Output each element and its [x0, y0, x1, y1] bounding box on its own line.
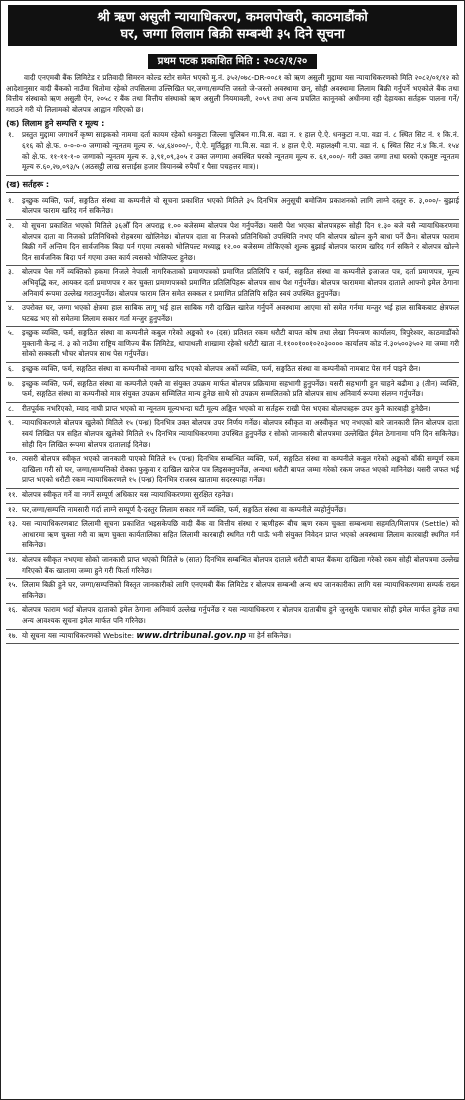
condition-item: [6, 220, 459, 266]
condition-text-body: लिलाम बिक्री हुने घर, जग्गा/सम्पत्तिको विस्तृत जानकारीको लागि एनएमबी बैंक लिमिटेड र बोलपत्र सम्बन्धी अन्य थप जानकारीका लागि यस न्यायाधिकरणमा सम्पर्क राख्न सकिनेछ।: [22, 580, 459, 600]
condition-text: [22, 196, 459, 217]
condition-text-body: यस न्यायाधिकरणबाट लिलामी सूचना प्रकाशित भइसकेपछि वादी बैंक वा वित्तीय संस्था र ऋणीहरू बीच ऋण रकम चुक्ता सम्बन्धमा सहमति/मिलापत्र (Settle) को आधारमा ऋण चुक्ता गरी वा ऋण चुक्ता कार्यतालिका सहित लिलामी कारबाही स्थगित गरी पाऊँ भनी संयुक्त निवेदन प्राप्त भएको अवस्थामा लिलाम कारबाही स्थगित गर्न सकिनेछ।: [22, 519, 459, 550]
condition-number: १०.: [8, 454, 18, 464]
condition-text: [22, 303, 459, 324]
condition-number: ८.: [8, 403, 15, 413]
condition-text: [22, 631, 459, 642]
website-link[interactable]: www.drtribunal.gov.np: [136, 630, 247, 641]
condition-number: ४.: [8, 303, 15, 313]
condition-text-body: इच्छुक व्यक्ति, फर्म, सङ्गठित संस्था वा कम्पनीको नाममा खरिद भएको बोलपत्र अर्को व्यक्ति, फर्म, सङ्गठित संस्था वा कम्पनीको नामबाट पेस गर्न पाइने छैन।: [22, 364, 421, 374]
condition-text-body: इच्छुक व्यक्ति, फर्म, सङ्गठित संस्था वा कम्पनीले एक्लै वा संयुक्त उपक्रम मार्फत बोलपत्र प्रक्रियामा सहभागी हुनुपर्नेछ। यसरी सहभागी हुन चाहने बढीमा ३ (तीन) व्यक्ति, फर्म, सङ्गठित संस्था वा कम्पनीको मात्र संयुक्त उपक्रम सम्मिलित मान्य हुनेछ साथै सो उपक्रम सम्मलितको प्रति बोलपत्र साथ अनिवार्य रूपमा संलग्न गर्नुपर्नेछ।: [22, 378, 459, 399]
condition-item: [6, 403, 459, 418]
condition-text-body: यो सूचना प्रकाशित भएको मितिले ३६औँ दिन अपराह्न १.०० बजेसम्म बोलपत्र पेश गर्नुपर्नेछ। यसरी पेश भएका बोलपत्रहरू सोही दिन १.३० बजे यसै न्यायाधिकरणमा बोलपत्र दाता वा निजको प्रतिनिधिको रोहबरमा खोलिनेछ। बोलपत्र दाता वा निजको प्रतिनिधिको उपस्थिति नभए पनि बोलपत्र खोल्न कुनै बाधा पर्ने छैन। बोलपत्र फाराम बिक्री गर्ने अन्तिम दिन सार्वजनिक बिदा पर्न गएमा त्यसको भोलिपल्ट मध्याह्न १२.०० बजेसम्म तोकिएको शुल्क बुझाई बोलपत्र फाराम खरिद गर्न सकिने र बोलपत्र खोल्ने दिन सार्वजनिक बिदा पर्न गएमा उक्त कार्य त्यसको भोलिपल्ट हुनेछ।: [22, 220, 459, 262]
condition-text: [22, 328, 459, 360]
condition-item: [6, 453, 459, 489]
condition-text: [22, 404, 459, 415]
condition-number: १२.: [8, 504, 18, 514]
condition-number: १.: [8, 195, 15, 205]
condition-item: [6, 554, 459, 579]
condition-item: [6, 604, 459, 629]
section-ka-title: (क) लिलाम हुने सम्पत्ति र मूल्य :: [6, 119, 105, 129]
notice-title-line2: घर, जग्गा लिलाम बिक्री सम्बन्धी ३५ दिने सूचना: [120, 27, 345, 42]
condition-number: १५.: [8, 580, 18, 590]
property-item-number: १.: [8, 130, 15, 140]
condition-item: [6, 378, 459, 403]
condition-number: १३.: [8, 519, 18, 529]
condition-number: १६.: [8, 605, 18, 615]
condition-number: १४.: [8, 554, 18, 564]
condition-text: [22, 379, 459, 400]
condition-number: ११.: [8, 490, 18, 499]
condition-item: [6, 266, 459, 302]
notice-intro-paragraph: वादी एनएमबी बैंक लिमिटेड र प्रतिवादी सिमरन कोल्ड स्टोर समेत भएको मु.नं. ३५२/०७८-DR-००८१ को ऋण असुली मुद्दामा यस न्यायाधिकरणको मिति २०८२/०१/१२ को आदेशानुसार वादी बैंकको नाउँमा धितोमा रहेको तपसिलमा उल्लिखित घर,जग्गा/सम्पत्ति जस्तो जे-जस्तो अवस्थामा छन्, सोही अवस्थामा लिलाम बिक्री गर्नुपर्ने भएकोले बैंक तथा वित्तीय संस्थाको ऋण असुली ऐन, २०५८ र बैंक तथा वित्तीय संस्थाको ऋण असुली नियमावली, २०५९ तथा अन्य प्रचलित कानूनको अधीनमा रही देहायका सर्तहरू पालना गर्ने/गराउने गरी यो लिलामको बोलपत्र आह्वान गरिएको छ।: [6, 73, 459, 114]
condition-text-body: रीतपूर्वक नभरिएको, म्याद नाघी प्राप्त भएको वा न्यूनतम मूल्यभन्दा घटी मूल्य अङ्कित भएको वा सर्तहरू राखी पेस भएका बोलपत्रहरू उपर कुनै कारबाही हुनेछैन।: [22, 403, 431, 413]
condition-text: [22, 454, 459, 486]
condition-number: ५.: [8, 328, 15, 338]
section-kha-title: (ख) सर्तहरू :: [6, 179, 50, 189]
condition-item: [6, 518, 459, 554]
condition-number: ३.: [8, 267, 15, 277]
condition-text-body: बोलपत्र फाराम भर्दा बोलपत्र दाताको इमेल ठेगाना अनिवार्य उल्लेख गर्नुपर्नेछ र यस न्यायाधिकरण र बोलपत्र दाताबीच हुने जुनसुकै पत्राचार सोही इमेल मार्फत हुनेछ तथा अन्य आवश्यक सूचना इमेल मार्फत पनि गरिनेछ।: [22, 605, 459, 625]
condition-text-body: त्यसरी बोलपत्र स्वीकृत भएको जानकारी पाएको मितिले १५ (पन्ध्र) दिनभित्र सम्बन्धित व्यक्ति, फर्म, सङ्गठित संस्था वा कम्पनीले कबुल गरेको अङ्कको बाँकी सम्पूर्ण रकम दाखिला गरी सो घर, जग्गा/सम्पत्तिको रोक्का फुकुवा र दाखिल खारेज पत्र लिइसक्नुपर्नेछ, अन्यथा धरौटी बापत जम्मा गरेको रकम जफत भएको मानिनेछ। यसरी जफत भई प्राप्त भएको धरौटी रकम न्यायाधिकरणले १५ (पन्ध्र) दिनभित्र राजस्व खातामा सदरस्याहा गर्नेछ।: [22, 454, 459, 485]
condition-text: [22, 505, 459, 516]
condition-number: १७.: [8, 630, 18, 640]
condition-text: [22, 580, 459, 601]
condition-text: [22, 555, 459, 576]
condition-text-body: बोलपत्र स्वीकृत नभएमा सोको जानकारी प्राप्त भएको मितिले ७ (सात) दिनभित्र सम्बन्धित बोलपत्र दाताले धरौटी बापत बैंकमा दाखिला गरेको रकम सोही बोलपत्रमा उल्लेख गरिएको बैंक खातामा जम्मा हुने गरी फिर्ता गरिनेछ।: [22, 554, 459, 575]
condition-text: [22, 221, 459, 263]
condition-item: [6, 195, 459, 220]
condition-item: [6, 489, 459, 504]
condition-item: [6, 363, 459, 378]
section-divider: [6, 192, 459, 193]
condition-text-body: इच्छुक व्यक्ति, फर्म, सङ्गठित संस्था वा कम्पनीले यो सूचना प्रकाशित भएको मितिले ३५ दिनभित्र अनुसूची बमोजिम प्रकाशनको लागि लाग्ने दस्तुर रु. ३,०००/- बुझाई बोलपत्र फाराम खरिद गर्न सकिनेछ।: [22, 195, 459, 216]
condition-text: [22, 519, 459, 551]
notice-header: [8, 5, 457, 46]
publication-date-badge: प्रथम पटक प्रकाशित मिति : २०८२/१/२०: [148, 54, 317, 69]
condition-text-body: न्यायाधिकरणले बोलपत्र खुलेको मितिले १५ (पन्ध्र) दिनभित्र उक्त बोलपत्र उपर निर्णय गर्नेछ। बोलपत्र स्वीकृत वा अस्वीकृत भए नभएको बारे जानकारी लिन बोलपत्र दाता स्वयं लिखित पत्र सहित बोलपत्र खुलेको मितिले १५ दिनभित्र न्यायाधिकरणमा उपस्थित हुनुपर्नेछ र सोको जानकारी बोलपत्रमा उल्लेखित ईमेल ठेगानामा पनि दिन सकिनेछ। सोही दिन लिखित रूपमा बोलपत्र दातालाई दिनेछ।: [22, 418, 459, 449]
condition-text: [22, 605, 459, 626]
condition-text-suffix: मा हेर्न सकिनेछ।: [246, 630, 292, 640]
conditions-list: [6, 195, 459, 644]
property-item-text: प्रस्तुत मुद्दामा जगाधर्ने कृष्ण साइकको नाममा दर्ता कायम रहेको धनकुटा जिल्ला चुलिबन गा.वि.स. वडा न. १ हाल ऐ.ऐ. धनकुटा न.पा. वडा नं. ८ स्थित सिट नं. १ कि.नं. ६१६ को क्षे.फ. ०-०-०-० जग्गाको न्यूनतम मूल्य रु. ५४,६४०००/-, ऐ.ऐ. मूर्तिढुङ्गा गा.वि.स. वडा नं. ४ हाल ऐ.ऐ. महालक्ष्मी न.पा. वडा नं. ६ स्थित सिट नं.४ कि.नं. १५४ को क्षे.फ. ११-११-१-० जग्गाको न्यूनतम मूल्य रु. ३,९१,०९,३०५ र उक्त जग्गामा अवस्थित घरको न्यूनतम मूल्य रु. ६१,०००/- गरी उक्त जग्गा तथा घरको एकमुष्ट न्यूनतम मूल्य रु.६०,२७,०९३/५ (अठसट्ठी लाख सत्ताईस हजार त्रियानब्बे रुपैयाँ र पैसा पचहत्तर मात्र)।: [22, 130, 459, 172]
condition-text-body: घर,जग्गा/सम्पत्ति नामसारी गर्दा लाग्ने सम्पूर्ण दै-दस्तुर लिलाम सकार गर्ने व्यक्ति, फर्म, सङ्गठित संस्था वा कम्पनीले व्यहोर्नुपर्नेछ।: [22, 504, 347, 514]
condition-text-body: यो सूचना यस न्यायाधिकरणको Website:: [22, 630, 137, 640]
condition-text: [22, 418, 459, 450]
condition-number: ७.: [8, 378, 15, 388]
condition-item: [6, 579, 459, 604]
condition-text: [22, 364, 459, 375]
condition-number: २.: [8, 220, 15, 230]
condition-text: [22, 490, 459, 501]
condition-text: [22, 267, 459, 299]
condition-item: [6, 630, 459, 645]
condition-item: [6, 327, 459, 363]
condition-text-body: बोलपत्र पेस गर्ने व्यक्तिको हकमा निजले नेपाली नागरिकताको प्रमाणपत्रको प्रमाणित प्रतिलिपि र फर्म, सङ्गठित संस्था वा कम्पनीले इजाजत पत्र, दर्ता प्रमाणपत्र, मूल्य अभिवृद्धि कर, आयकर दर्ता प्रमाणपत्र र कर चुक्ता प्रमाणपत्रको प्रमाणित प्रतिलिपिहरू बोलपत्र साथ पेश गर्नुपर्नेछ। बोलपत्र फाराममा बोलपत्र दाताले आफ्नो इमेल ठेगाना अनिवार्य रूपमा उल्लेख गराउनुपर्नेछ। बोलपत्र फाराम लिन समेत सक्कल र प्रमाणित प्रतिलिपि सहित स्वयं उपस्थित हुनुपर्नेछ।: [22, 267, 459, 298]
condition-item: [6, 302, 459, 327]
condition-item: [6, 504, 459, 519]
condition-number: ६.: [8, 364, 15, 374]
condition-text-body: बोलपत्र स्वीकृत गर्ने वा नगर्ने सम्पूर्ण अधिकार यस न्यायाधिकरणमा सुरक्षित रहनेछ।: [22, 490, 234, 499]
condition-text-body: इच्छुक व्यक्ति, फर्म, सङ्गठित संस्था वा कम्पनीले कबुल गरेको अङ्कको १० (दस) प्रतिशत रकम धरौटी बापत कोष तथा लेखा नियन्त्रण कार्यालय, त्रिपुरेश्वर, काठमाडौंको मुक्तानी केन्द्र नं. ३ को नाउँमा राष्ट्रिय वाणिज्य बैंक लिमिटेड, थापाथली शाखामा रहेको धरौटी खाता नं.११००१००१०२०३०००० कार्यालय कोड नं.३०५००३५०२ मा जम्मा गरी सोको सक्कली भौचर बोलपत्र साथ पेस गर्नुपर्नेछ।: [22, 328, 459, 359]
condition-text-body: उपरोक्त घर, जग्गा भएको क्षेत्रमा हाल साबिक लागू भई हाल साबिक गरी दाखिल खारेज गर्नुपर्ने अवस्थामा आएमा सो समेत गर्नमा मन्जुर भई हाल साबिकबाट क्षेत्रफल घटबढ भए सो समेतमा लिलाम सकार गर्ता मन्जुर हुनुपर्नेछ।: [22, 303, 459, 323]
notice-title-line1: श्री ऋण असुली न्यायाधिकरण, कमलपोखरी, काठमाडौंको: [97, 10, 368, 25]
condition-number: ९.: [8, 418, 15, 428]
property-item: [6, 129, 459, 175]
condition-item: [6, 417, 459, 453]
